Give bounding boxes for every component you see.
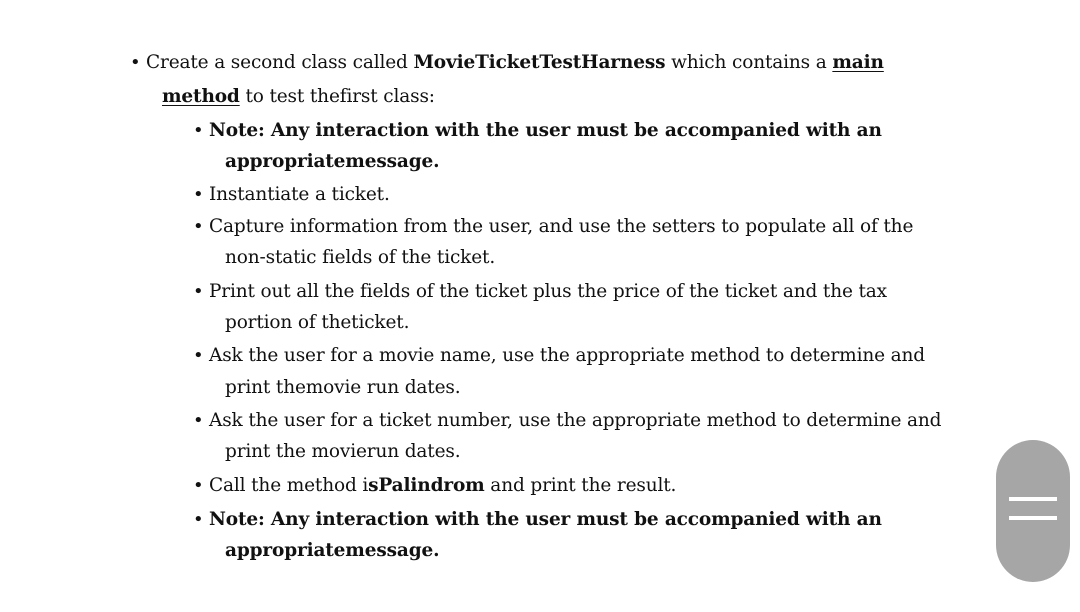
bullet: •: [193, 509, 204, 530]
method-keyword: method: [162, 86, 240, 107]
intro-text: to test thefirst class:: [239, 86, 435, 107]
list-item-continuation: print the movierun dates.: [225, 441, 461, 462]
method-name: sPalindrom: [368, 475, 485, 496]
intro-text: which contains a: [665, 52, 833, 73]
list-item-text: Call the method i: [209, 475, 369, 496]
scroll-handle[interactable]: [996, 440, 1070, 582]
drag-handle-icon: [1009, 497, 1057, 501]
list-item: Capture information from the user, and use the setters to populate all of the: [209, 216, 914, 237]
list-item-continuation: non-static fields of the ticket.: [225, 247, 496, 268]
bullet: •: [193, 120, 204, 141]
list-item: Instantiate a ticket.: [209, 184, 390, 205]
intro-line-1: [146, 52, 884, 74]
list-item-continuation: print themovie run dates.: [225, 377, 461, 398]
note-line: Note: Any interaction with the user must be accompanied with an: [209, 509, 882, 530]
bullet: •: [193, 216, 204, 237]
list-item-continuation: portion of theticket.: [225, 312, 410, 333]
bullet: •: [193, 475, 204, 496]
intro-line-2: [162, 86, 435, 108]
drag-handle-icon: [1009, 516, 1057, 520]
bullet: •: [193, 281, 204, 302]
bullet: •: [193, 184, 204, 205]
main-keyword: main: [832, 52, 884, 73]
note-line: Note: Any interaction with the user must be accompanied with an: [209, 120, 882, 141]
list-item: Ask the user for a movie name, use the appropriate method to determine and: [209, 345, 925, 366]
list-item: [209, 475, 676, 497]
list-item-text: and print the result.: [484, 475, 677, 496]
list-item: Ask the user for a ticket number, use the appropriate method to determine and: [209, 410, 942, 431]
note-line: appropriatemessage.: [225, 151, 440, 172]
list-item: Print out all the fields of the ticket plus the price of the ticket and the tax: [209, 281, 887, 302]
bullet: •: [130, 52, 141, 73]
note-line: appropriatemessage.: [225, 540, 440, 561]
bullet: •: [193, 345, 204, 366]
intro-text: Create a second class called: [146, 52, 414, 73]
class-name: MovieTicketTestHarness: [413, 52, 666, 73]
bullet: •: [193, 410, 204, 431]
